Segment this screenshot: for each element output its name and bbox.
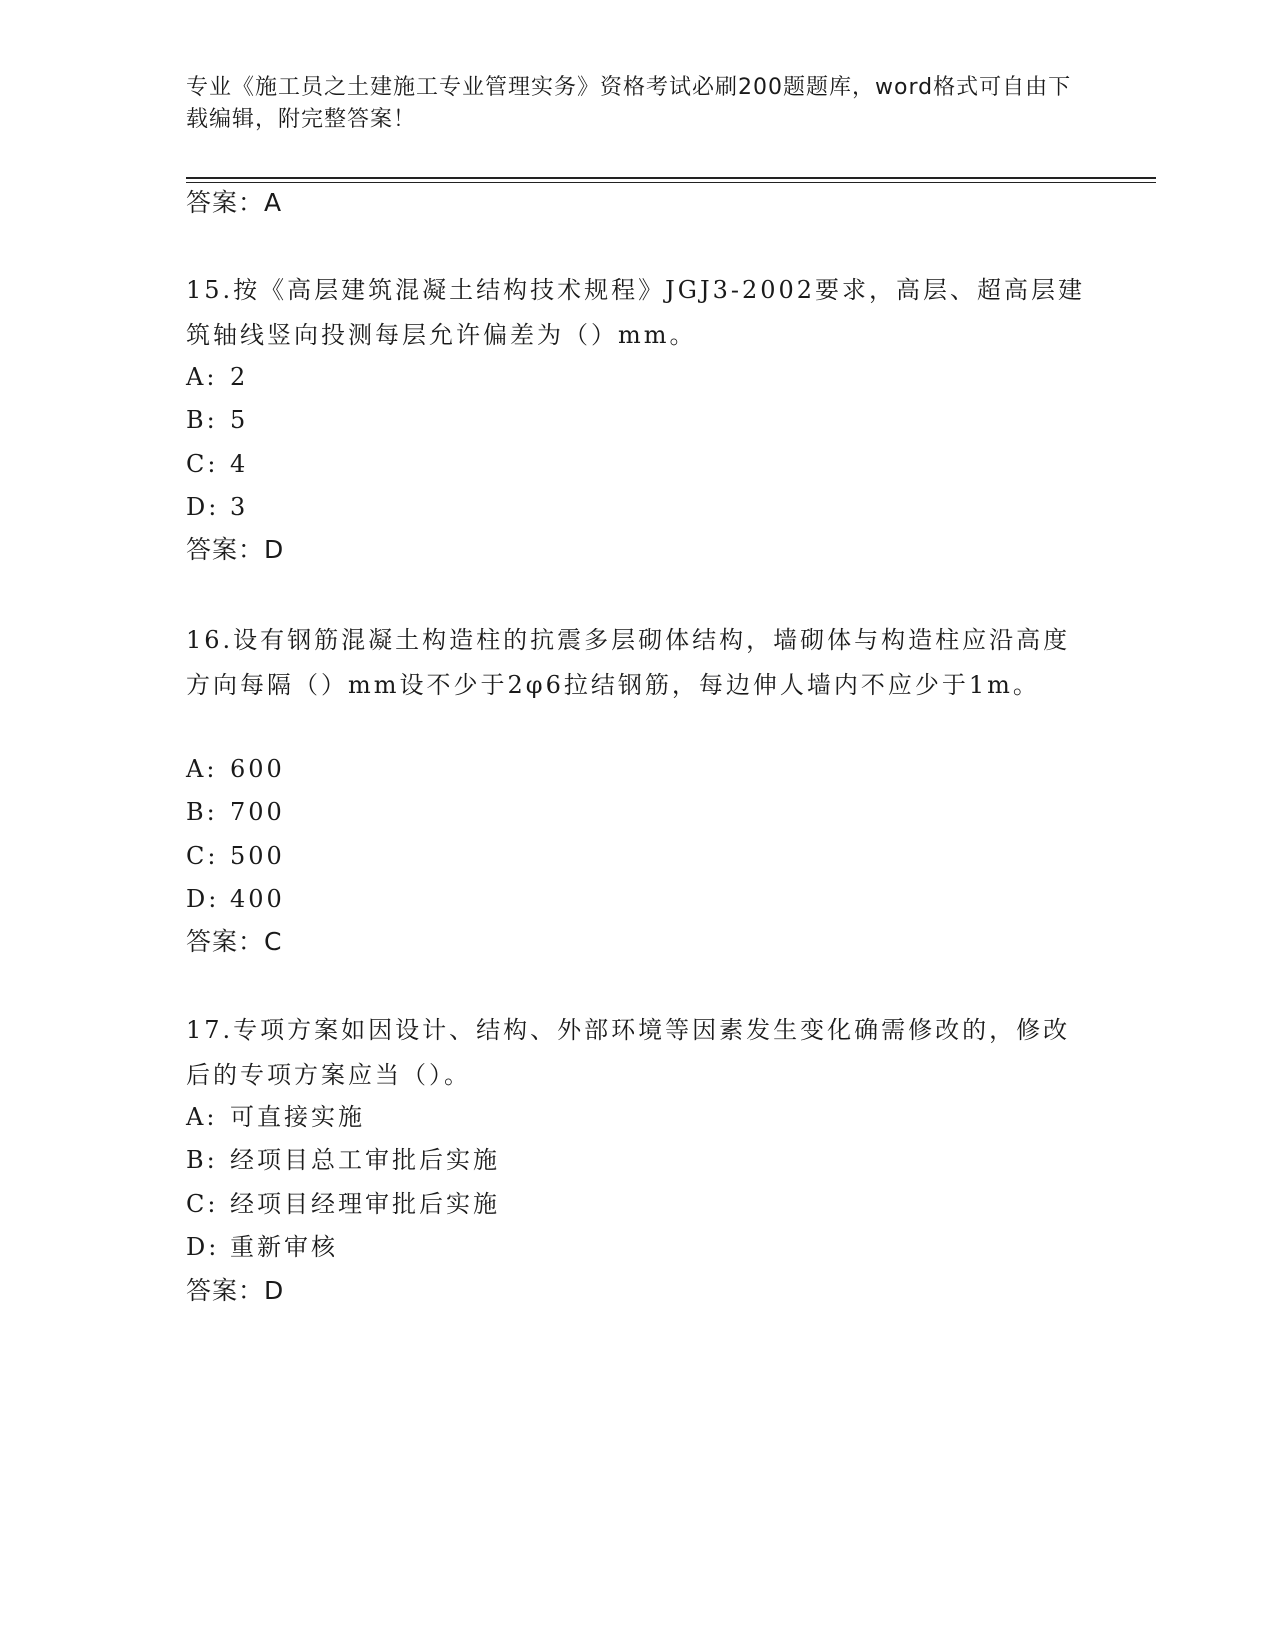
question-15-stem: 15.按《高层建筑混凝土结构技术规程》JGJ3-2002要求，高层、超高层建筑轴线竖向投测每层允许偏差为（）mm。 <box>186 276 1086 349</box>
question-15-option-c: C: 4 <box>186 450 249 478</box>
question-15-option-b: B: 5 <box>186 406 249 434</box>
question-17-stem: 17.专项方案如因设计、结构、外部环境等因素发生变化确需修改的，修改后的专项方案应当（）。 <box>186 1016 1071 1089</box>
question-17-option-a: A: 可直接实施 <box>186 1103 365 1131</box>
question-16-answer: 答案：C <box>186 927 283 956</box>
question-16-stem: 16.设有钢筋混凝土构造柱的抗震多层砌体结构，墙砌体与构造柱应沿高度方向每隔（）mm设不少于2φ6拉结钢筋，每边伸人墙内不应少于1m。 <box>186 626 1071 699</box>
question-17-option-c: C: 经项目经理审批后实施 <box>186 1190 500 1218</box>
question-15-answer: 答案：D <box>186 535 285 564</box>
question-17-option-b: B: 经项目总工审批后实施 <box>186 1146 500 1174</box>
question-16-option-d: D: 400 <box>186 885 285 913</box>
question-15-option-a: A: 2 <box>186 363 249 391</box>
question-16-option-a: A: 600 <box>186 755 285 783</box>
header-rule-thin <box>186 182 1156 183</box>
document-header: 专业《施工员之土建施工专业管理实务》资格考试必刷200题题库，word格式可自由下载编辑，附完整答案！ <box>186 75 1072 132</box>
question-17-option-d: D: 重新审核 <box>186 1233 338 1261</box>
prev-answer: 答案：A <box>186 188 283 217</box>
header-rule-thick <box>186 177 1156 179</box>
question-16-option-c: C: 500 <box>186 842 285 870</box>
question-16-option-b: B: 700 <box>186 798 285 826</box>
question-17-answer: 答案：D <box>186 1276 285 1305</box>
question-15-option-d: D: 3 <box>186 493 249 521</box>
